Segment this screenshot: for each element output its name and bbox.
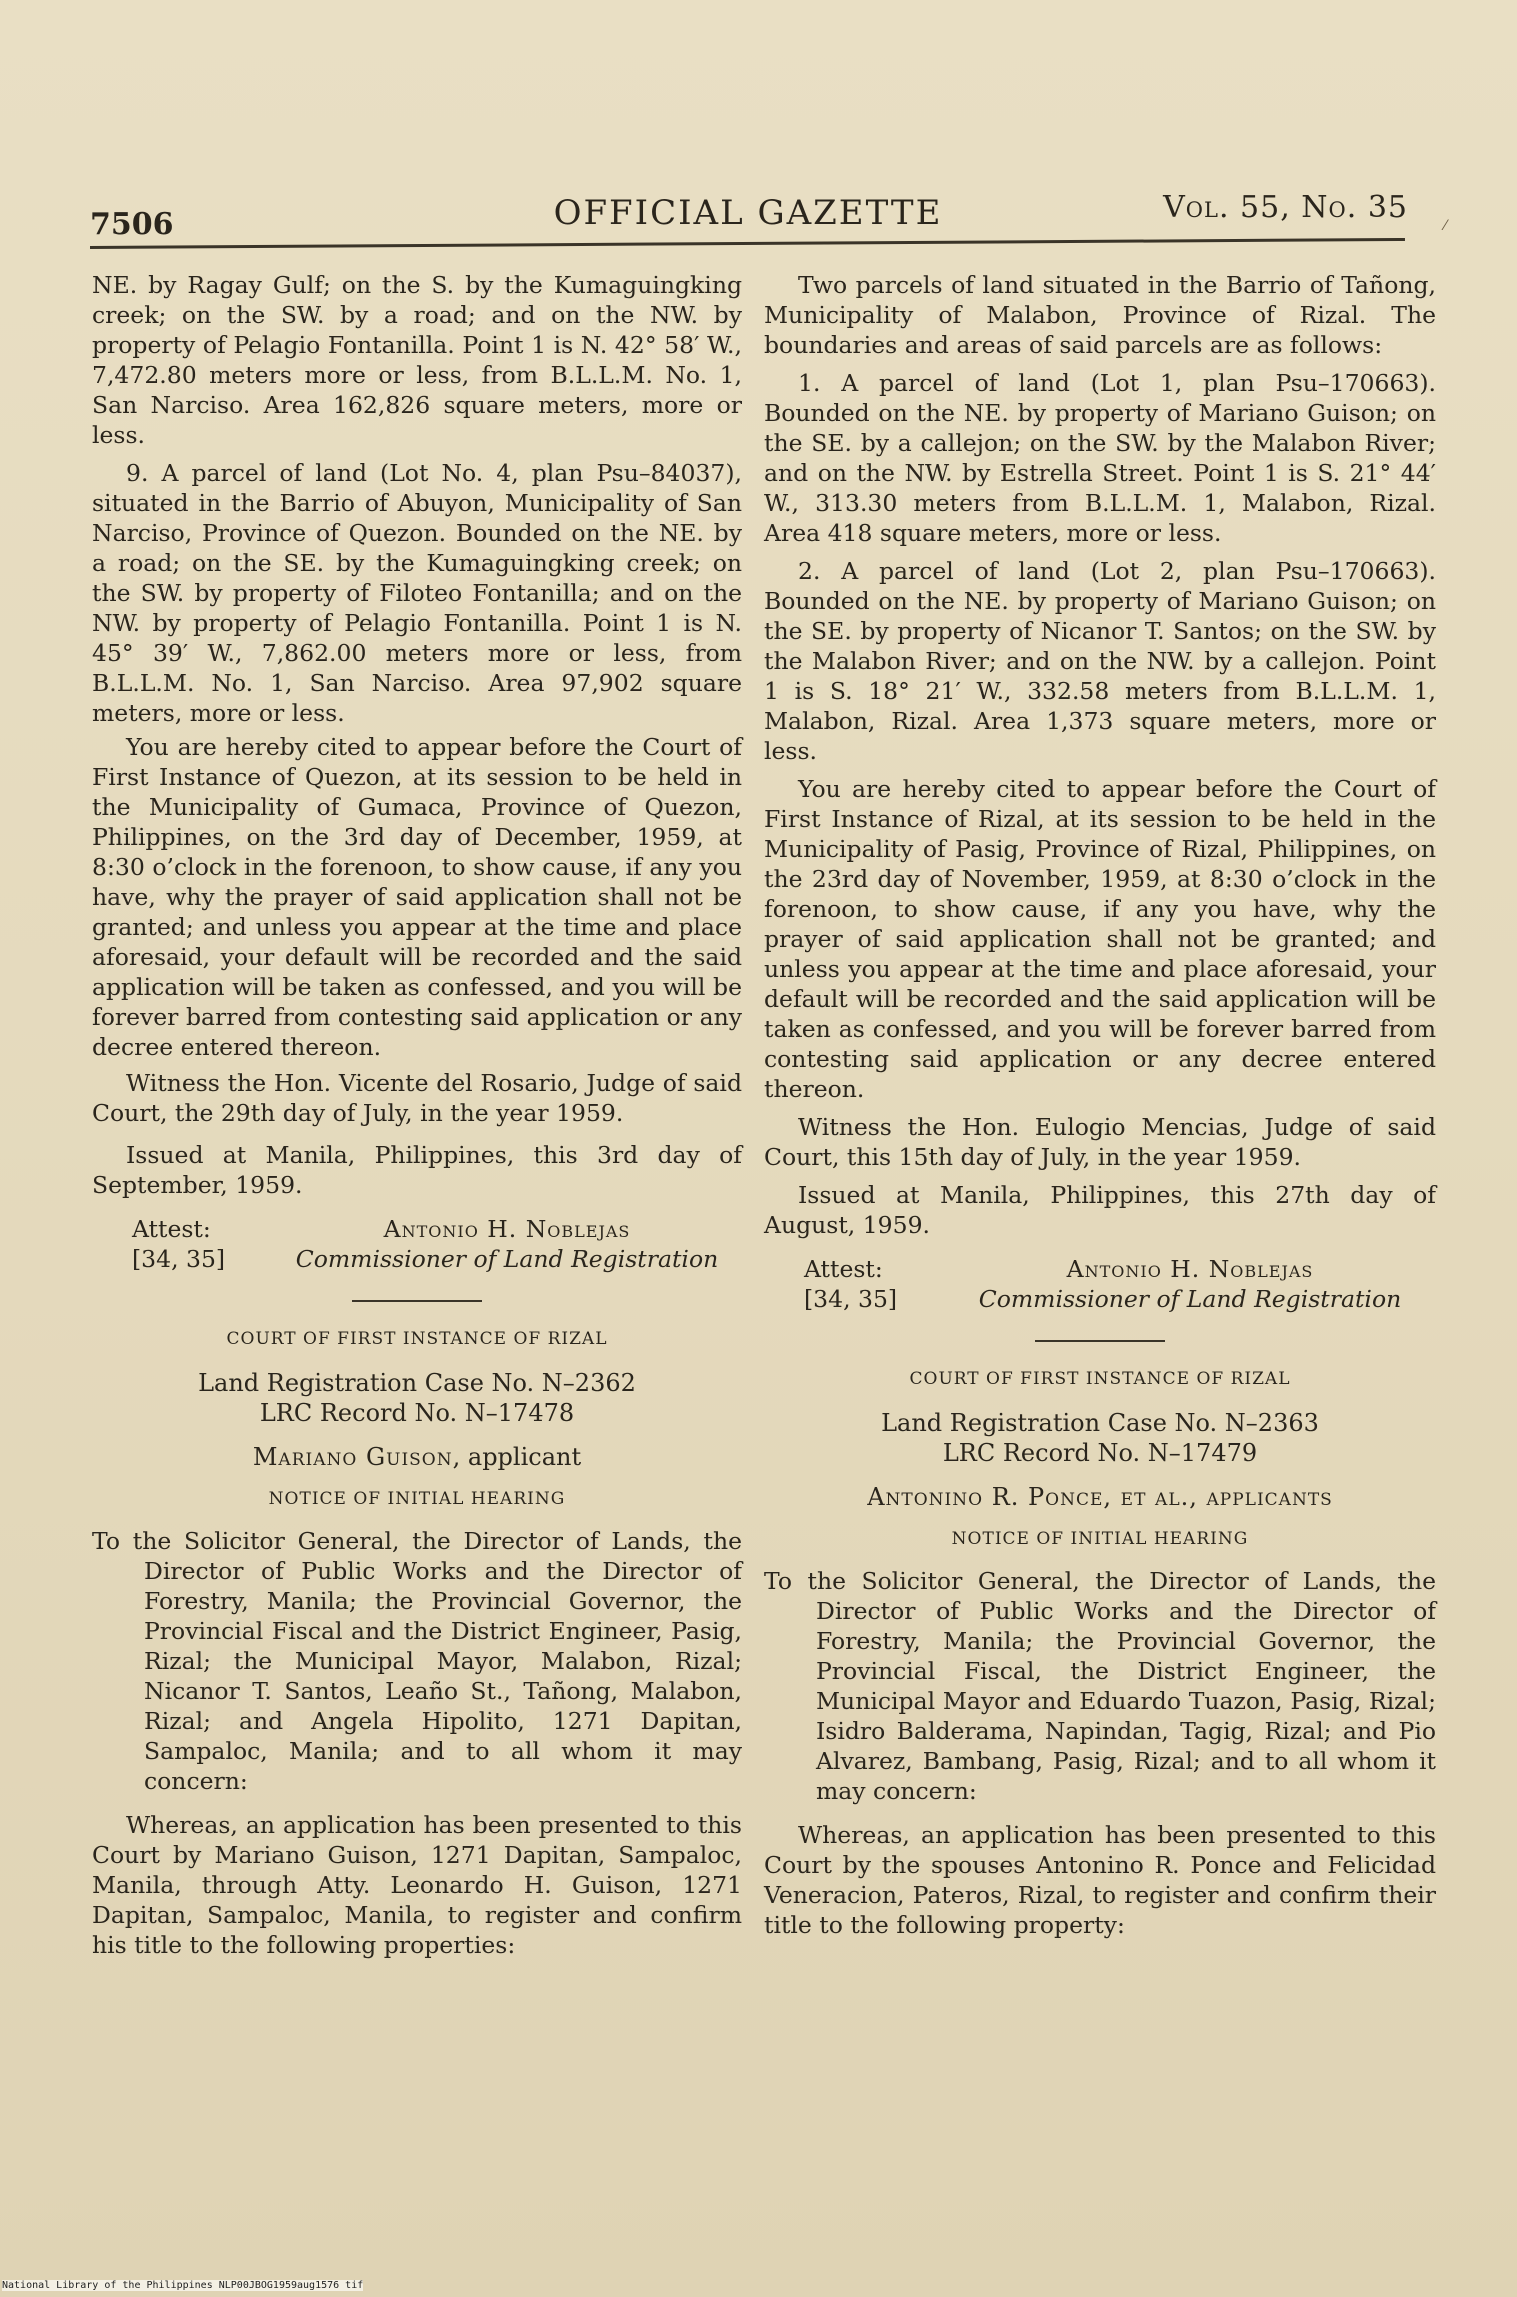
notice-heading: NOTICE OF INITIAL HEARING — [268, 1489, 566, 1509]
volume-issue: Vol. 55, No. 35 — [1163, 190, 1408, 225]
whereas-paragraph: Whereas, an application has been presented to this Court by the spouses Antonino R. Ponce and Felicidad Veneracion, Pateros, Rizal, to register and confirm their title to the following property: — [764, 1821, 1436, 1939]
right-paragraph-5: Witness the Hon. Eulogio Mencias, Judge of said Court, this 15th day of July, in the year 1959. — [764, 1113, 1436, 1171]
attest-ref: [34, 35] — [132, 1245, 226, 1273]
left-attest-block — [92, 1214, 742, 1274]
applicant-suffix: , applicant — [452, 1443, 582, 1471]
addressees: To the Solicitor General, the Director of Lands, the Director of Public Works and the Director of Forestry, Manila; the Provincial Governor, the Provincial Fiscal and the District Engineer, Pasig, Rizal; the Municipal Mayor, Malabon, Rizal; Nicanor T. Santos, Leaño St., Tañong, Malabon, Rizal; and Angela Hipolito, 1271 Dapitan, Sampaloc, Manila; and to all whom it may concern: — [92, 1527, 742, 1795]
lrc-record-number: LRC Record No. N–17479 — [942, 1439, 1258, 1467]
left-paragraph-2: 9. A parcel of land (Lot No. 4, plan Psu–84037), situated in the Barrio of Abuyon, Municipality of San Narciso, Province of Quezon. Bounded on the NE. by a road; on the SE. by the Kumaguingking creek; on the SW. by property of Filoteo Fontanilla; and on the NW. by property of Pelagio Fontanilla. Point 1 is N. 45° 39′ W., 7,862.00 meters more or less, from B.L.L.M. No. 1, San Narciso. Area 97,902 square meters, more or less. — [92, 459, 742, 727]
page-header — [88, 185, 1408, 242]
left-column — [92, 270, 742, 1960]
right-attest-block — [764, 1254, 1436, 1314]
case-number: Land Registration Case No. N–2362 — [198, 1369, 636, 1397]
attest-ref: [34, 35] — [804, 1285, 898, 1313]
notice-heading: NOTICE OF INITIAL HEARING — [951, 1529, 1249, 1549]
header-rule — [90, 238, 1405, 249]
court-heading: COURT OF FIRST INSTANCE OF RIZAL — [226, 1329, 608, 1349]
attest-name: Antonio H. Noblejas — [1066, 1255, 1314, 1283]
applicant-line — [92, 1442, 742, 1472]
applicant-suffix: , et al., applicants — [1103, 1483, 1333, 1511]
attest-label: Attest: — [804, 1255, 883, 1283]
left-paragraph-1: NE. by Ragay Gulf; on the S. by the Kumaguingking creek; on the SW. by a road; and on the NW. by property of Pelagio Fontanilla. Point 1 is N. 42° 58′ W., 7,472.80 meters more or less, from B.L.L.M. No. 1, San Narciso. Area 162,826 square meters, more or less. — [92, 271, 742, 449]
right-column — [764, 270, 1436, 1940]
right-paragraph-4: You are hereby cited to appear before the Court of First Instance of Rizal, at its session to be held in the Municipality of Pasig, Province of Rizal, Philippines, on the 23rd day of November, 1959, at 8:30 o’clock in the forenoon, to show cause, if any you have, why the prayer of said application shall not be granted; and unless you appear at the time and place aforesaid, your default will be recorded and the said application will be taken as confessed, and you will be forever barred from contesting said application or any decree entered thereon. — [764, 775, 1436, 1103]
left-paragraph-5: Issued at Manila, Philippines, this 3rd day of September, 1959. — [92, 1141, 742, 1199]
right-paragraph-2: 1. A parcel of land (Lot 1, plan Psu–170663). Bounded on the NE. by property of Mariano Guison; on the SE. by a callejon; on the SW. by the Malabon River; and on the NW. by Estrella Street. Point 1 is S. 21° 44′ W., 313.30 meters from B.L.L.M. 1, Malabon, Rizal. Area 418 square meters, more or less. — [764, 369, 1436, 547]
right-paragraph-1: Two parcels of land situated in the Barrio of Tañong, Municipality of Malabon, Province of Rizal. The boundaries and areas of said parcels are as follows: — [764, 271, 1436, 359]
attest-title: Commissioner of Land Registration — [295, 1245, 719, 1273]
applicant-line — [764, 1482, 1436, 1512]
attest-name: Antonio H. Noblejas — [383, 1215, 631, 1243]
addressees: To the Solicitor General, the Director of Lands, the Director of Public Works and the Director of Forestry, Manila; the Provincial Governor, the Provincial Fiscal, the District Engineer, the Municipal Mayor and Eduardo Tuazon, Pasig, Rizal; Isidro Balderama, Napindan, Tagig, Rizal; and Pio Alvarez, Bambang, Pasig, Rizal; and to all whom it may concern: — [764, 1567, 1436, 1805]
section-divider — [352, 1300, 482, 1302]
case-number: Land Registration Case No. N–2363 — [881, 1409, 1319, 1437]
section-divider — [1035, 1340, 1165, 1342]
right-paragraph-3: 2. A parcel of land (Lot 2, plan Psu–170663). Bounded on the NE. by property of Mariano Guison; on the SE. by property of Nicanor T. Santos; on the SW. by the Malabon River; and on the NW. by a callejon. Point 1 is S. 18° 21′ W., 332.58 meters from B.L.L.M. 1, Malabon, Rizal. Area 1,373 square meters, more or less. — [764, 557, 1436, 765]
attest-label: Attest: — [132, 1215, 211, 1243]
whereas-paragraph: Whereas, an application has been presented to this Court by Mariano Guison, 1271 Dapitan, Sampaloc, Manila, through Atty. Leonardo H. Guison, 1271 Dapitan, Sampaloc, Manila, to register and confirm his title to the following properties: — [92, 1811, 742, 1959]
applicant-name: Antonino R. Ponce — [867, 1483, 1104, 1511]
applicant-name: Mariano Guison — [252, 1443, 453, 1471]
margin-mark: ⁄ — [1444, 218, 1447, 234]
right-paragraph-6: Issued at Manila, Philippines, this 27th day of August, 1959. — [764, 1181, 1436, 1239]
attest-title: Commissioner of Land Registration — [978, 1285, 1402, 1313]
publication-title: OFFICIAL GAZETTE — [553, 193, 943, 233]
scan-source-footer: National Library of the Philippines NLP00JBOG1959aug1576 tif — [2, 2280, 364, 2291]
page-number: 7506 — [90, 207, 174, 242]
lrc-record-number: LRC Record No. N–17478 — [259, 1399, 575, 1427]
court-heading: COURT OF FIRST INSTANCE OF RIZAL — [909, 1369, 1291, 1389]
left-paragraph-3: You are hereby cited to appear before the Court of First Instance of Quezon, at its session to be held in the Municipality of Gumaca, Province of Quezon, Philippines, on the 3rd day of December, 1959, at 8:30 o’clock in the forenoon, to show cause, if any you have, why the prayer of said application shall not be granted; and unless you appear at the time and place aforesaid, your default will be recorded and the said application will be taken as confessed, and you will be forever barred from contesting said application or any decree entered thereon. — [92, 733, 742, 1061]
left-paragraph-4: Witness the Hon. Vicente del Rosario, Judge of said Court, the 29th day of July, in the year 1959. — [92, 1069, 742, 1127]
